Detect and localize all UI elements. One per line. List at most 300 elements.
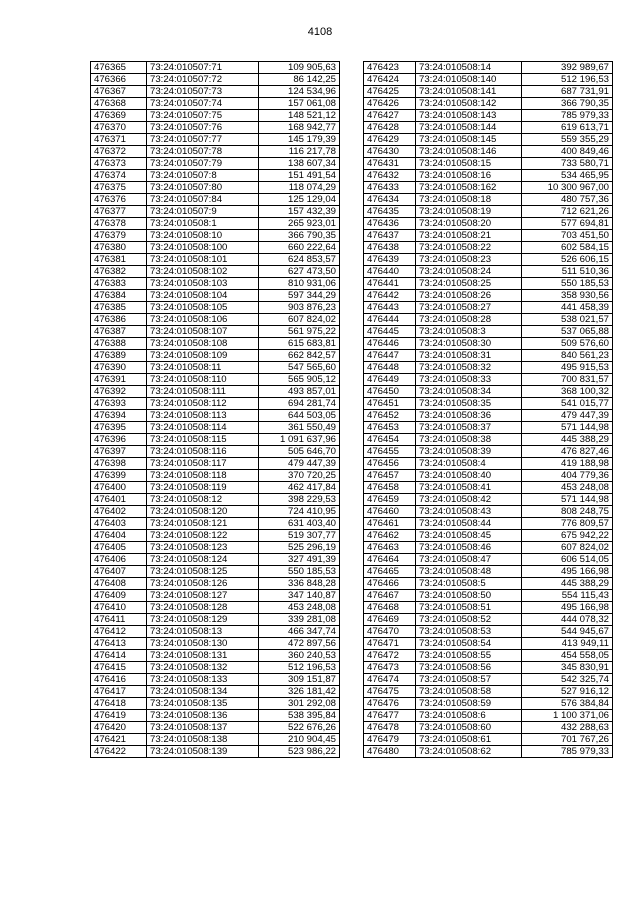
- amount-cell: 476 827,46: [522, 446, 613, 458]
- cadastral-number-cell: 73:24:010508:19: [416, 206, 522, 218]
- amount-cell: 361 550,49: [259, 422, 340, 434]
- cadastral-number-cell: 73:24:010508:111: [147, 386, 259, 398]
- amount-cell: 309 151,87: [259, 674, 340, 686]
- amount-cell: 554 115,43: [522, 590, 613, 602]
- row-number-cell: 476471: [364, 638, 416, 650]
- table-row: [364, 398, 613, 410]
- cadastral-number-cell: 73:24:010508:128: [147, 602, 259, 614]
- cadastral-number-cell: 73:24:010508:107: [147, 326, 259, 338]
- amount-cell: 525 296,19: [259, 542, 340, 554]
- row-number-cell: 476439: [364, 254, 416, 266]
- amount-cell: 265 923,01: [259, 218, 340, 230]
- table-row: [364, 362, 613, 374]
- cadastral-number-cell: 73:24:010508:146: [416, 146, 522, 158]
- amount-cell: 538 021,57: [522, 314, 613, 326]
- table-row: [364, 734, 613, 746]
- table-row: [91, 494, 340, 506]
- amount-cell: 157 432,39: [259, 206, 340, 218]
- row-number-cell: 476470: [364, 626, 416, 638]
- table-row: [364, 170, 613, 182]
- amount-cell: 86 142,25: [259, 74, 340, 86]
- cadastral-number-cell: 73:24:010508:102: [147, 266, 259, 278]
- cadastral-number-cell: 73:24:010508:23: [416, 254, 522, 266]
- row-number-cell: 476442: [364, 290, 416, 302]
- amount-cell: 392 989,67: [522, 62, 613, 74]
- row-number-cell: 476367: [91, 86, 147, 98]
- table-row: [364, 350, 613, 362]
- amount-cell: 810 931,06: [259, 278, 340, 290]
- cadastral-number-cell: 73:24:010508:35: [416, 398, 522, 410]
- row-number-cell: 476420: [91, 722, 147, 734]
- amount-cell: 505 646,70: [259, 446, 340, 458]
- row-number-cell: 476435: [364, 206, 416, 218]
- row-number-cell: 476412: [91, 626, 147, 638]
- cadastral-number-cell: 73:24:010508:27: [416, 302, 522, 314]
- row-number-cell: 476425: [364, 86, 416, 98]
- amount-cell: 454 558,05: [522, 650, 613, 662]
- cadastral-number-cell: 73:24:010508:25: [416, 278, 522, 290]
- cadastral-number-cell: 73:24:010508:105: [147, 302, 259, 314]
- amount-cell: 627 473,50: [259, 266, 340, 278]
- cadastral-number-cell: 73:24:010507:80: [147, 182, 259, 194]
- amount-cell: 565 905,12: [259, 374, 340, 386]
- cadastral-number-cell: 73:24:010508:53: [416, 626, 522, 638]
- table-row: [364, 530, 613, 542]
- row-number-cell: 476399: [91, 470, 147, 482]
- amount-cell: 360 240,53: [259, 650, 340, 662]
- table-row: [364, 146, 613, 158]
- cadastral-number-cell: 73:24:010508:36: [416, 410, 522, 422]
- row-number-cell: 476387: [91, 326, 147, 338]
- row-number-cell: 476451: [364, 398, 416, 410]
- row-number-cell: 476448: [364, 362, 416, 374]
- row-number-cell: 476388: [91, 338, 147, 350]
- table-row: [91, 482, 340, 494]
- row-number-cell: 476366: [91, 74, 147, 86]
- cadastral-number-cell: 73:24:010508:45: [416, 530, 522, 542]
- amount-cell: 10 300 967,00: [522, 182, 613, 194]
- row-number-cell: 476444: [364, 314, 416, 326]
- amount-cell: 493 857,01: [259, 386, 340, 398]
- amount-cell: 432 288,63: [522, 722, 613, 734]
- row-number-cell: 476430: [364, 146, 416, 158]
- row-number-cell: 476384: [91, 290, 147, 302]
- cadastral-number-cell: 73:24:010507:9: [147, 206, 259, 218]
- cadastral-number-cell: 73:24:010508:14: [416, 62, 522, 74]
- table-row: [91, 626, 340, 638]
- amount-cell: 168 942,77: [259, 122, 340, 134]
- cadastral-number-cell: 73:24:010507:78: [147, 146, 259, 158]
- cadastral-number-cell: 73:24:010508:32: [416, 362, 522, 374]
- cadastral-number-cell: 73:24:010508:145: [416, 134, 522, 146]
- row-number-cell: 476390: [91, 362, 147, 374]
- table-row: [364, 182, 613, 194]
- table-row: [91, 506, 340, 518]
- row-number-cell: 476450: [364, 386, 416, 398]
- cadastral-number-cell: 73:24:010507:76: [147, 122, 259, 134]
- row-number-cell: 476401: [91, 494, 147, 506]
- amount-cell: 480 757,36: [522, 194, 613, 206]
- amount-cell: 444 078,32: [522, 614, 613, 626]
- amount-cell: 534 465,95: [522, 170, 613, 182]
- cadastral-number-cell: 73:24:010508:30: [416, 338, 522, 350]
- cadastral-number-cell: 73:24:010507:84: [147, 194, 259, 206]
- row-number-cell: 476383: [91, 278, 147, 290]
- cadastral-number-cell: 73:24:010508:116: [147, 446, 259, 458]
- cadastral-number-cell: 73:24:010508:4: [416, 458, 522, 470]
- row-number-cell: 476445: [364, 326, 416, 338]
- table-row: [91, 566, 340, 578]
- cadastral-number-cell: 73:24:010508:13: [147, 626, 259, 638]
- row-number-cell: 476455: [364, 446, 416, 458]
- table-row: [91, 746, 340, 758]
- table-row: [364, 86, 613, 98]
- amount-cell: 118 074,29: [259, 182, 340, 194]
- cadastral-number-cell: 73:24:010508:59: [416, 698, 522, 710]
- amount-cell: 776 809,57: [522, 518, 613, 530]
- cadastral-number-cell: 73:24:010508:5: [416, 578, 522, 590]
- amount-cell: 453 248,08: [522, 482, 613, 494]
- cadastral-number-cell: 73:24:010508:15: [416, 158, 522, 170]
- row-number-cell: 476454: [364, 434, 416, 446]
- cadastral-number-cell: 73:24:010508:125: [147, 566, 259, 578]
- table-row: [91, 374, 340, 386]
- row-number-cell: 476405: [91, 542, 147, 554]
- row-number-cell: 476402: [91, 506, 147, 518]
- row-number-cell: 476373: [91, 158, 147, 170]
- amount-cell: 109 905,63: [259, 62, 340, 74]
- cadastral-number-cell: 73:24:010508:22: [416, 242, 522, 254]
- cadastral-number-cell: 73:24:010508:41: [416, 482, 522, 494]
- table-row: [91, 266, 340, 278]
- amount-cell: 607 824,02: [259, 314, 340, 326]
- registry-table-left-body: [91, 62, 340, 758]
- table-row: [364, 338, 613, 350]
- amount-cell: 675 942,22: [522, 530, 613, 542]
- cadastral-number-cell: 73:24:010508:50: [416, 590, 522, 602]
- cadastral-number-cell: 73:24:010508:104: [147, 290, 259, 302]
- cadastral-number-cell: 73:24:010508:120: [147, 506, 259, 518]
- row-number-cell: 476385: [91, 302, 147, 314]
- row-number-cell: 476403: [91, 518, 147, 530]
- row-number-cell: 476459: [364, 494, 416, 506]
- amount-cell: 453 248,08: [259, 602, 340, 614]
- cadastral-number-cell: 73:24:010508:121: [147, 518, 259, 530]
- cadastral-number-cell: 73:24:010508:144: [416, 122, 522, 134]
- cadastral-number-cell: 73:24:010508:44: [416, 518, 522, 530]
- cadastral-number-cell: 73:24:010508:108: [147, 338, 259, 350]
- cadastral-number-cell: 73:24:010508:42: [416, 494, 522, 506]
- cadastral-number-cell: 73:24:010508:135: [147, 698, 259, 710]
- row-number-cell: 476422: [91, 746, 147, 758]
- table-row: [91, 110, 340, 122]
- table-row: [364, 458, 613, 470]
- cadastral-number-cell: 73:24:010508:110: [147, 374, 259, 386]
- page-number: 4108: [307, 26, 333, 38]
- table-row: [91, 662, 340, 674]
- table-row: [364, 494, 613, 506]
- cadastral-number-cell: 73:24:010508:24: [416, 266, 522, 278]
- cadastral-number-cell: 73:24:010508:142: [416, 98, 522, 110]
- cadastral-number-cell: 73:24:010508:16: [416, 170, 522, 182]
- amount-cell: 358 930,56: [522, 290, 613, 302]
- cadastral-number-cell: 73:24:010508:46: [416, 542, 522, 554]
- amount-cell: 523 986,22: [259, 746, 340, 758]
- cadastral-number-cell: 73:24:010508:37: [416, 422, 522, 434]
- row-number-cell: 476449: [364, 374, 416, 386]
- table-row: [364, 326, 613, 338]
- table-row: [91, 290, 340, 302]
- row-number-cell: 476395: [91, 422, 147, 434]
- cadastral-number-cell: 73:24:010508:21: [416, 230, 522, 242]
- table-row: [91, 422, 340, 434]
- table-row: [364, 470, 613, 482]
- amount-cell: 1 091 637,96: [259, 434, 340, 446]
- table-row: [91, 74, 340, 86]
- cadastral-number-cell: 73:24:010508:38: [416, 434, 522, 446]
- amount-cell: 724 410,95: [259, 506, 340, 518]
- amount-cell: 840 561,23: [522, 350, 613, 362]
- table-row: [364, 254, 613, 266]
- amount-cell: 527 916,12: [522, 686, 613, 698]
- table-row: [91, 338, 340, 350]
- amount-cell: 400 849,46: [522, 146, 613, 158]
- cadastral-number-cell: 73:24:010508:20: [416, 218, 522, 230]
- cadastral-number-cell: 73:24:010508:43: [416, 506, 522, 518]
- table-row: [91, 638, 340, 650]
- table-row: [364, 110, 613, 122]
- row-number-cell: 476370: [91, 122, 147, 134]
- table-row: [364, 98, 613, 110]
- table-row: [364, 158, 613, 170]
- amount-cell: 712 621,26: [522, 206, 613, 218]
- amount-cell: 404 779,36: [522, 470, 613, 482]
- cadastral-number-cell: 73:24:010508:119: [147, 482, 259, 494]
- amount-cell: 526 606,15: [522, 254, 613, 266]
- cadastral-number-cell: 73:24:010507:71: [147, 62, 259, 74]
- cadastral-number-cell: 73:24:010508:133: [147, 674, 259, 686]
- row-number-cell: 476426: [364, 98, 416, 110]
- table-row: [91, 614, 340, 626]
- amount-cell: 597 344,29: [259, 290, 340, 302]
- row-number-cell: 476452: [364, 410, 416, 422]
- table-row: [364, 506, 613, 518]
- table-row: [364, 746, 613, 758]
- table-row: [364, 230, 613, 242]
- row-number-cell: 476371: [91, 134, 147, 146]
- cadastral-number-cell: 73:24:010508:58: [416, 686, 522, 698]
- amount-cell: 903 876,23: [259, 302, 340, 314]
- row-number-cell: 476380: [91, 242, 147, 254]
- table-row: [91, 674, 340, 686]
- cadastral-number-cell: 73:24:010508:33: [416, 374, 522, 386]
- amount-cell: 413 949,11: [522, 638, 613, 650]
- cadastral-number-cell: 73:24:010508:48: [416, 566, 522, 578]
- amount-cell: 445 388,29: [522, 578, 613, 590]
- cadastral-number-cell: 73:24:010508:52: [416, 614, 522, 626]
- row-number-cell: 476378: [91, 218, 147, 230]
- row-number-cell: 476404: [91, 530, 147, 542]
- cadastral-number-cell: 73:24:010508:126: [147, 578, 259, 590]
- table-row: [91, 98, 340, 110]
- amount-cell: 509 576,60: [522, 338, 613, 350]
- cadastral-number-cell: 73:24:010508:101: [147, 254, 259, 266]
- table-row: [91, 326, 340, 338]
- amount-cell: 660 222,64: [259, 242, 340, 254]
- table-row: [91, 602, 340, 614]
- amount-cell: 577 694,81: [522, 218, 613, 230]
- cadastral-number-cell: 73:24:010508:115: [147, 434, 259, 446]
- amount-cell: 511 510,36: [522, 266, 613, 278]
- row-number-cell: 476440: [364, 266, 416, 278]
- row-number-cell: 476453: [364, 422, 416, 434]
- cadastral-number-cell: 73:24:010507:8: [147, 170, 259, 182]
- amount-cell: 495 915,53: [522, 362, 613, 374]
- amount-cell: 125 129,04: [259, 194, 340, 206]
- row-number-cell: 476369: [91, 110, 147, 122]
- row-number-cell: 476477: [364, 710, 416, 722]
- table-row: [364, 578, 613, 590]
- amount-cell: 733 580,71: [522, 158, 613, 170]
- row-number-cell: 476414: [91, 650, 147, 662]
- cadastral-number-cell: 73:24:010507:73: [147, 86, 259, 98]
- amount-cell: 116 217,78: [259, 146, 340, 158]
- cadastral-number-cell: 73:24:010508:57: [416, 674, 522, 686]
- cadastral-number-cell: 73:24:010508:132: [147, 662, 259, 674]
- table-row: [91, 554, 340, 566]
- row-number-cell: 476392: [91, 386, 147, 398]
- table-row: [91, 362, 340, 374]
- amount-cell: 615 683,81: [259, 338, 340, 350]
- table-row: [91, 350, 340, 362]
- cadastral-number-cell: 73:24:010508:136: [147, 710, 259, 722]
- row-number-cell: 476467: [364, 590, 416, 602]
- amount-cell: 336 848,28: [259, 578, 340, 590]
- row-number-cell: 476375: [91, 182, 147, 194]
- row-number-cell: 476408: [91, 578, 147, 590]
- cadastral-number-cell: 73:24:010508:55: [416, 650, 522, 662]
- row-number-cell: 476476: [364, 698, 416, 710]
- amount-cell: 700 831,57: [522, 374, 613, 386]
- amount-cell: 522 676,26: [259, 722, 340, 734]
- amount-cell: 624 853,57: [259, 254, 340, 266]
- table-row: [91, 590, 340, 602]
- row-number-cell: 476410: [91, 602, 147, 614]
- cadastral-number-cell: 73:24:010508:123: [147, 542, 259, 554]
- amount-cell: 662 842,57: [259, 350, 340, 362]
- cadastral-number-cell: 73:24:010508:39: [416, 446, 522, 458]
- cadastral-number-cell: 73:24:010508:56: [416, 662, 522, 674]
- amount-cell: 607 824,02: [522, 542, 613, 554]
- row-number-cell: 476374: [91, 170, 147, 182]
- amount-cell: 368 100,32: [522, 386, 613, 398]
- amount-cell: 472 897,56: [259, 638, 340, 650]
- table-row: [91, 242, 340, 254]
- amount-cell: 550 185,53: [259, 566, 340, 578]
- amount-cell: 606 514,05: [522, 554, 613, 566]
- table-row: [364, 686, 613, 698]
- table-row: [91, 578, 340, 590]
- table-row: [91, 86, 340, 98]
- row-number-cell: 476441: [364, 278, 416, 290]
- cadastral-number-cell: 73:24:010508:3: [416, 326, 522, 338]
- table-row: [91, 314, 340, 326]
- cadastral-number-cell: 73:24:010508:31: [416, 350, 522, 362]
- row-number-cell: 476446: [364, 338, 416, 350]
- table-row: [364, 266, 613, 278]
- cadastral-number-cell: 73:24:010508:129: [147, 614, 259, 626]
- table-row: [91, 254, 340, 266]
- row-number-cell: 476443: [364, 302, 416, 314]
- table-row: [91, 302, 340, 314]
- table-row: [91, 194, 340, 206]
- row-number-cell: 476365: [91, 62, 147, 74]
- table-row: [364, 206, 613, 218]
- row-number-cell: 476437: [364, 230, 416, 242]
- row-number-cell: 476423: [364, 62, 416, 74]
- table-row: [364, 62, 613, 74]
- row-number-cell: 476457: [364, 470, 416, 482]
- row-number-cell: 476424: [364, 74, 416, 86]
- row-number-cell: 476436: [364, 218, 416, 230]
- amount-cell: 538 395,84: [259, 710, 340, 722]
- table-row: [364, 386, 613, 398]
- table-row: [364, 410, 613, 422]
- table-row: [91, 722, 340, 734]
- row-number-cell: 476400: [91, 482, 147, 494]
- cadastral-number-cell: 73:24:010508:47: [416, 554, 522, 566]
- amount-cell: 547 565,60: [259, 362, 340, 374]
- row-number-cell: 476465: [364, 566, 416, 578]
- cadastral-number-cell: 73:24:010508:137: [147, 722, 259, 734]
- cadastral-number-cell: 73:24:010508:117: [147, 458, 259, 470]
- table-row: [364, 218, 613, 230]
- row-number-cell: 476376: [91, 194, 147, 206]
- row-number-cell: 476463: [364, 542, 416, 554]
- amount-cell: 1 100 371,06: [522, 710, 613, 722]
- table-row: [91, 710, 340, 722]
- table-row: [364, 194, 613, 206]
- cadastral-number-cell: 73:24:010508:130: [147, 638, 259, 650]
- row-number-cell: 476389: [91, 350, 147, 362]
- table-row: [364, 122, 613, 134]
- amount-cell: 479 447,39: [522, 410, 613, 422]
- amount-cell: 419 188,98: [522, 458, 613, 470]
- cadastral-number-cell: 73:24:010508:1: [147, 218, 259, 230]
- table-row: [364, 446, 613, 458]
- amount-cell: 327 491,39: [259, 554, 340, 566]
- cadastral-number-cell: 73:24:010508:28: [416, 314, 522, 326]
- amount-cell: 537 065,88: [522, 326, 613, 338]
- row-number-cell: 476396: [91, 434, 147, 446]
- row-number-cell: 476406: [91, 554, 147, 566]
- amount-cell: 571 144,98: [522, 494, 613, 506]
- table-row: [364, 698, 613, 710]
- amount-cell: 366 790,35: [259, 230, 340, 242]
- amount-cell: 148 521,12: [259, 110, 340, 122]
- cadastral-number-cell: 73:24:010508:54: [416, 638, 522, 650]
- cadastral-number-cell: 73:24:010508:143: [416, 110, 522, 122]
- cadastral-number-cell: 73:24:010508:118: [147, 470, 259, 482]
- table-row: [364, 626, 613, 638]
- cadastral-number-cell: 73:24:010508:106: [147, 314, 259, 326]
- amount-cell: 512 196,53: [259, 662, 340, 674]
- amount-cell: 462 417,84: [259, 482, 340, 494]
- amount-cell: 619 613,71: [522, 122, 613, 134]
- row-number-cell: 476473: [364, 662, 416, 674]
- row-number-cell: 476417: [91, 686, 147, 698]
- cadastral-number-cell: 73:24:010508:131: [147, 650, 259, 662]
